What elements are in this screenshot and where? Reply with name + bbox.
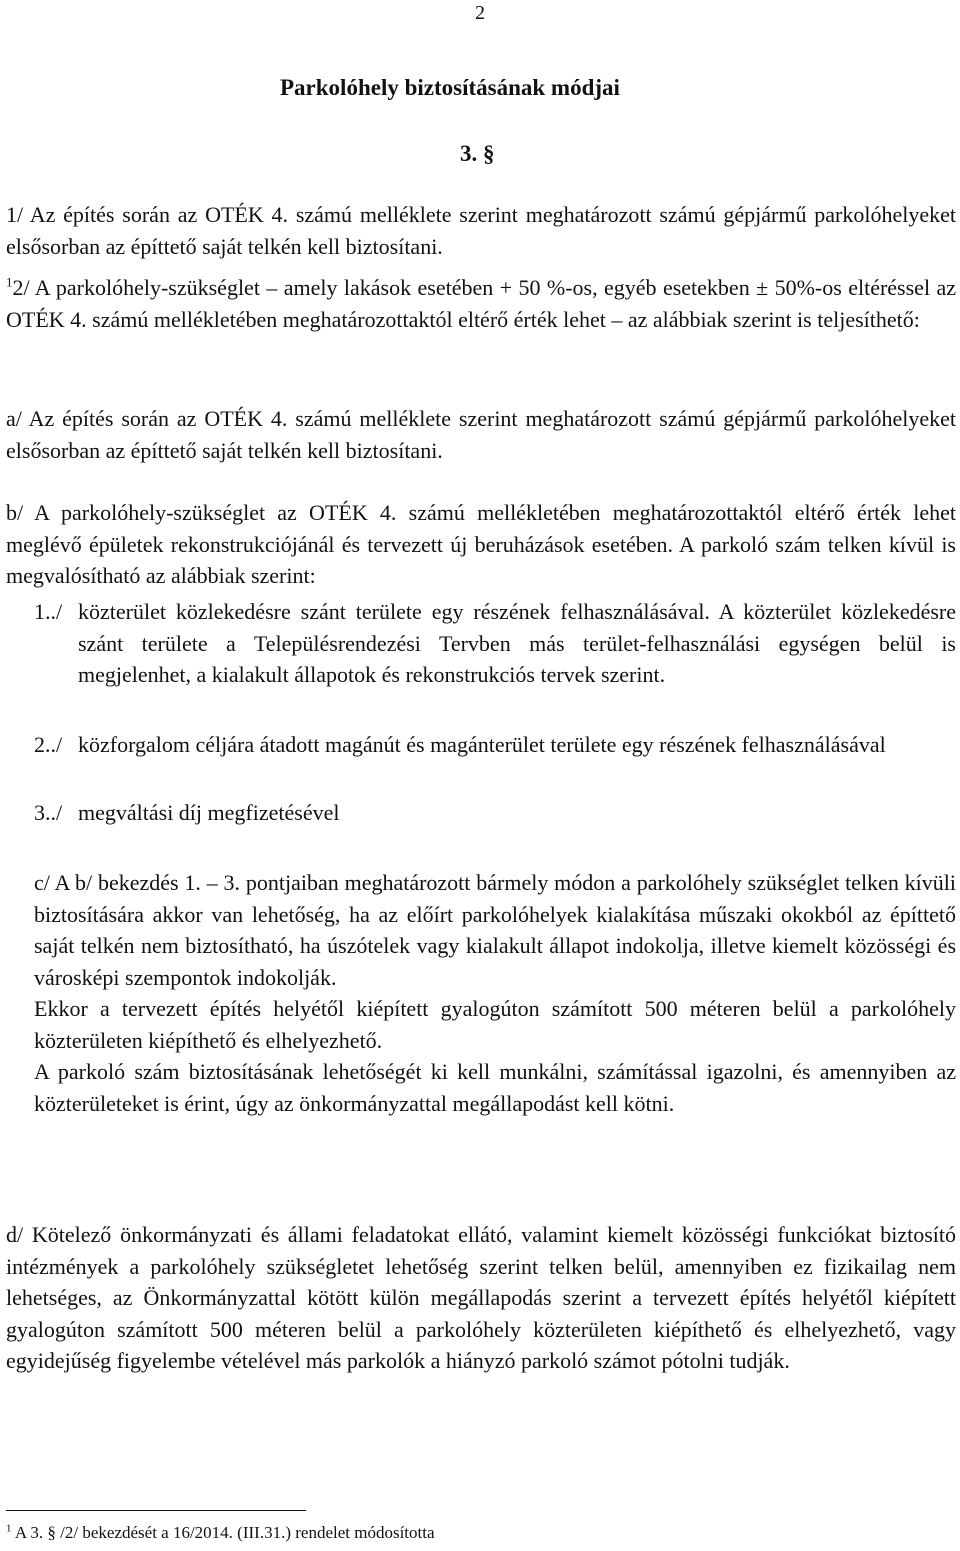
paragraph-2-text: 2/ A parkolóhely-szükséglet – amely lakások esetében + 50 %-os, egyéb esetekben ± 50%-os eltéréssel az OTÉK 4. számú mellékletében meghatározottaktól eltérő érték lehet – az alábbiak szerint is teljesíthető:	[6, 275, 956, 332]
footnote	[6, 1521, 435, 1545]
item-c-text-3: A parkoló szám biztosításának lehetőségét ki kell munkálni, számítással igazolni, és amennyiben az közterületeket is érint, úgy az önkormányzattal megállapodást kell kötni.	[34, 1059, 956, 1116]
sub-item-2	[34, 729, 956, 761]
sub-item-1-number: 1../	[34, 599, 63, 624]
paragraph-2	[6, 272, 956, 335]
item-d: d/ Kötelező önkormányzati és állami feladatokat ellátó, valamint kiemelt közösségi funkciókat biztosító intézmények a parkolóhely szükségletet lehetőség szerint telken belül, amennyiben ez fizikailag nem lehetséges, az Önkormányzattal kötött külön megállapodás szerint a tervezett építés helyétől kiépített gyalogúton számított 500 méteren belül a parkolóhely közterületen kiépíthető és elhelyezhető, vagy egyidejűség figyelembe vételével más parkolók a hiányzó parkoló számot pótolni tudják.	[6, 1222, 956, 1373]
footnote-separator	[6, 1510, 306, 1511]
item-a: a/ Az építés során az OTÉK 4. számú melléklete szerint meghatározott számú gépjármű parkolóhelyeket elsősorban az építtető saját telkén kell biztosítani.	[6, 406, 956, 463]
page-number: 2	[475, 2, 485, 24]
sub-item-2-number: 2../	[34, 732, 63, 757]
sub-item-3-text: megváltási díj megfizetésével	[78, 800, 340, 825]
footnote-ref: 1	[6, 274, 13, 290]
item-c	[34, 867, 956, 1119]
sub-item-3-number: 3../	[34, 800, 63, 825]
sub-item-1	[34, 596, 956, 691]
page-title: Parkolóhely biztosításának módjai	[280, 75, 620, 100]
section-heading: 3. §	[460, 141, 495, 166]
item-b: b/ A parkolóhely-szükséglet az OTÉK 4. számú mellékletében meghatározottaktól eltérő érték lehet meglévő épületek rekonstrukciójánál és tervezett új beruházások esetében. A parkoló szám telken kívül is megvalósítható az alábbiak szerint:	[6, 500, 956, 588]
paragraph-1: 1/ Az építés során az OTÉK 4. számú melléklete szerint meghatározott számú gépjármű parkolóhelyeket elsősorban az építtető saját telkén kell biztosítani.	[6, 202, 956, 259]
footnote-text: A 3. § /2/ bekezdését a 16/2014. (III.31.) rendelet módosította	[14, 1523, 435, 1542]
item-c-text-2: Ekkor a tervezett építés helyétől kiépített gyalogúton számított 500 méteren belül a parkolóhely közterületen kiépíthető és elhelyezhető.	[34, 996, 956, 1053]
item-c-text-1: c/ A b/ bekezdés 1. – 3. pontjaiban meghatározott bármely módon a parkolóhely szükséglet telken kívüli biztosítására akkor van lehetőség, ha az előírt parkolóhelyek kialakítása műszaki okokból az építtető saját telkén nem biztosítható, ha úszótelek vagy kialakult állapot indokolja, illetve kiemelt közösségi és városképi szempontok indokolják.	[34, 870, 956, 990]
sub-item-2-text: közforgalom céljára átadott magánút és magánterület területe egy részének felhasználásával	[78, 732, 886, 757]
sub-item-3	[34, 797, 956, 829]
footnote-mark: 1	[6, 1522, 12, 1535]
sub-item-1-text: közterület közlekedésre szánt területe egy részének felhasználásával. A közterület közlekedésre szánt területe a Településrendezési Tervben más terület-felhasználási egységen belül is megjelenhet, a kialakult állapotok és rekonstrukciós tervek szerint.	[78, 599, 956, 687]
